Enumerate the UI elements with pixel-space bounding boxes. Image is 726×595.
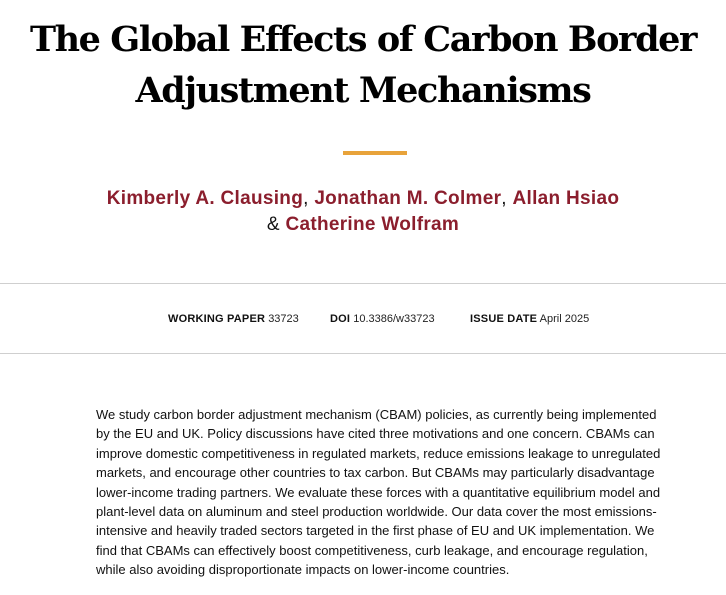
author-list: [0, 186, 726, 238]
author-link-colmer[interactable]: Jonathan M. Colmer: [314, 188, 502, 209]
working-paper-info: [168, 311, 299, 327]
issue-date-value: April 2025: [539, 313, 590, 325]
working-paper-label: WORKING PAPER: [168, 313, 266, 325]
abstract-text: We study carbon border adjustment mechanism (CBAM) policies, as currently being implemented by the EU and UK. Policy discussions have cited three motivations and one concern. CBAMs can improve domestic competitiveness in regulated markets, reduce emissions leakage to unregulated markets, and encourage other countries to tax carbon. But CBAMs may particularly disadvantage lower-income trading partners. We evaluate these forces with a quantitative equilibrium model and plant-level data on aluminum and steel production worldwide. Our data cover the most emissions-intensive and heavily traded sectors targeted in the first phase of EU and UK implementation. We find that CBAMs can effectively boost competitiveness, curb leakage, and encourage regulation, while also avoiding disproportionate impacts on lower-income countries.: [96, 407, 661, 578]
doi-info: [330, 311, 435, 327]
author-link-hsiao[interactable]: Allan Hsiao: [512, 188, 620, 209]
page-title: The Global Effects of Carbon Border Adjustment Mechanisms: [29, 19, 697, 111]
issue-date-info: [470, 311, 589, 327]
meta-divider-top: [0, 283, 726, 284]
author-ampersand: &: [266, 214, 280, 235]
author-link-wolfram[interactable]: Catherine Wolfram: [285, 214, 460, 235]
author-link-clausing[interactable]: Kimberly A. Clausing: [106, 188, 304, 209]
doi-link[interactable]: 10.3386/w33723: [353, 313, 435, 325]
author-line-1: [0, 186, 726, 212]
issue-date-label: ISSUE DATE: [470, 313, 538, 325]
meta-divider-bottom: [0, 353, 726, 354]
author-separator: ,: [501, 188, 507, 209]
author-separator: ,: [303, 188, 309, 209]
title-accent-rule: [343, 151, 407, 155]
working-paper-number: 33723: [268, 313, 299, 325]
doi-label: DOI: [330, 313, 351, 325]
author-line-2: [0, 212, 726, 238]
paper-metadata: [0, 311, 726, 327]
